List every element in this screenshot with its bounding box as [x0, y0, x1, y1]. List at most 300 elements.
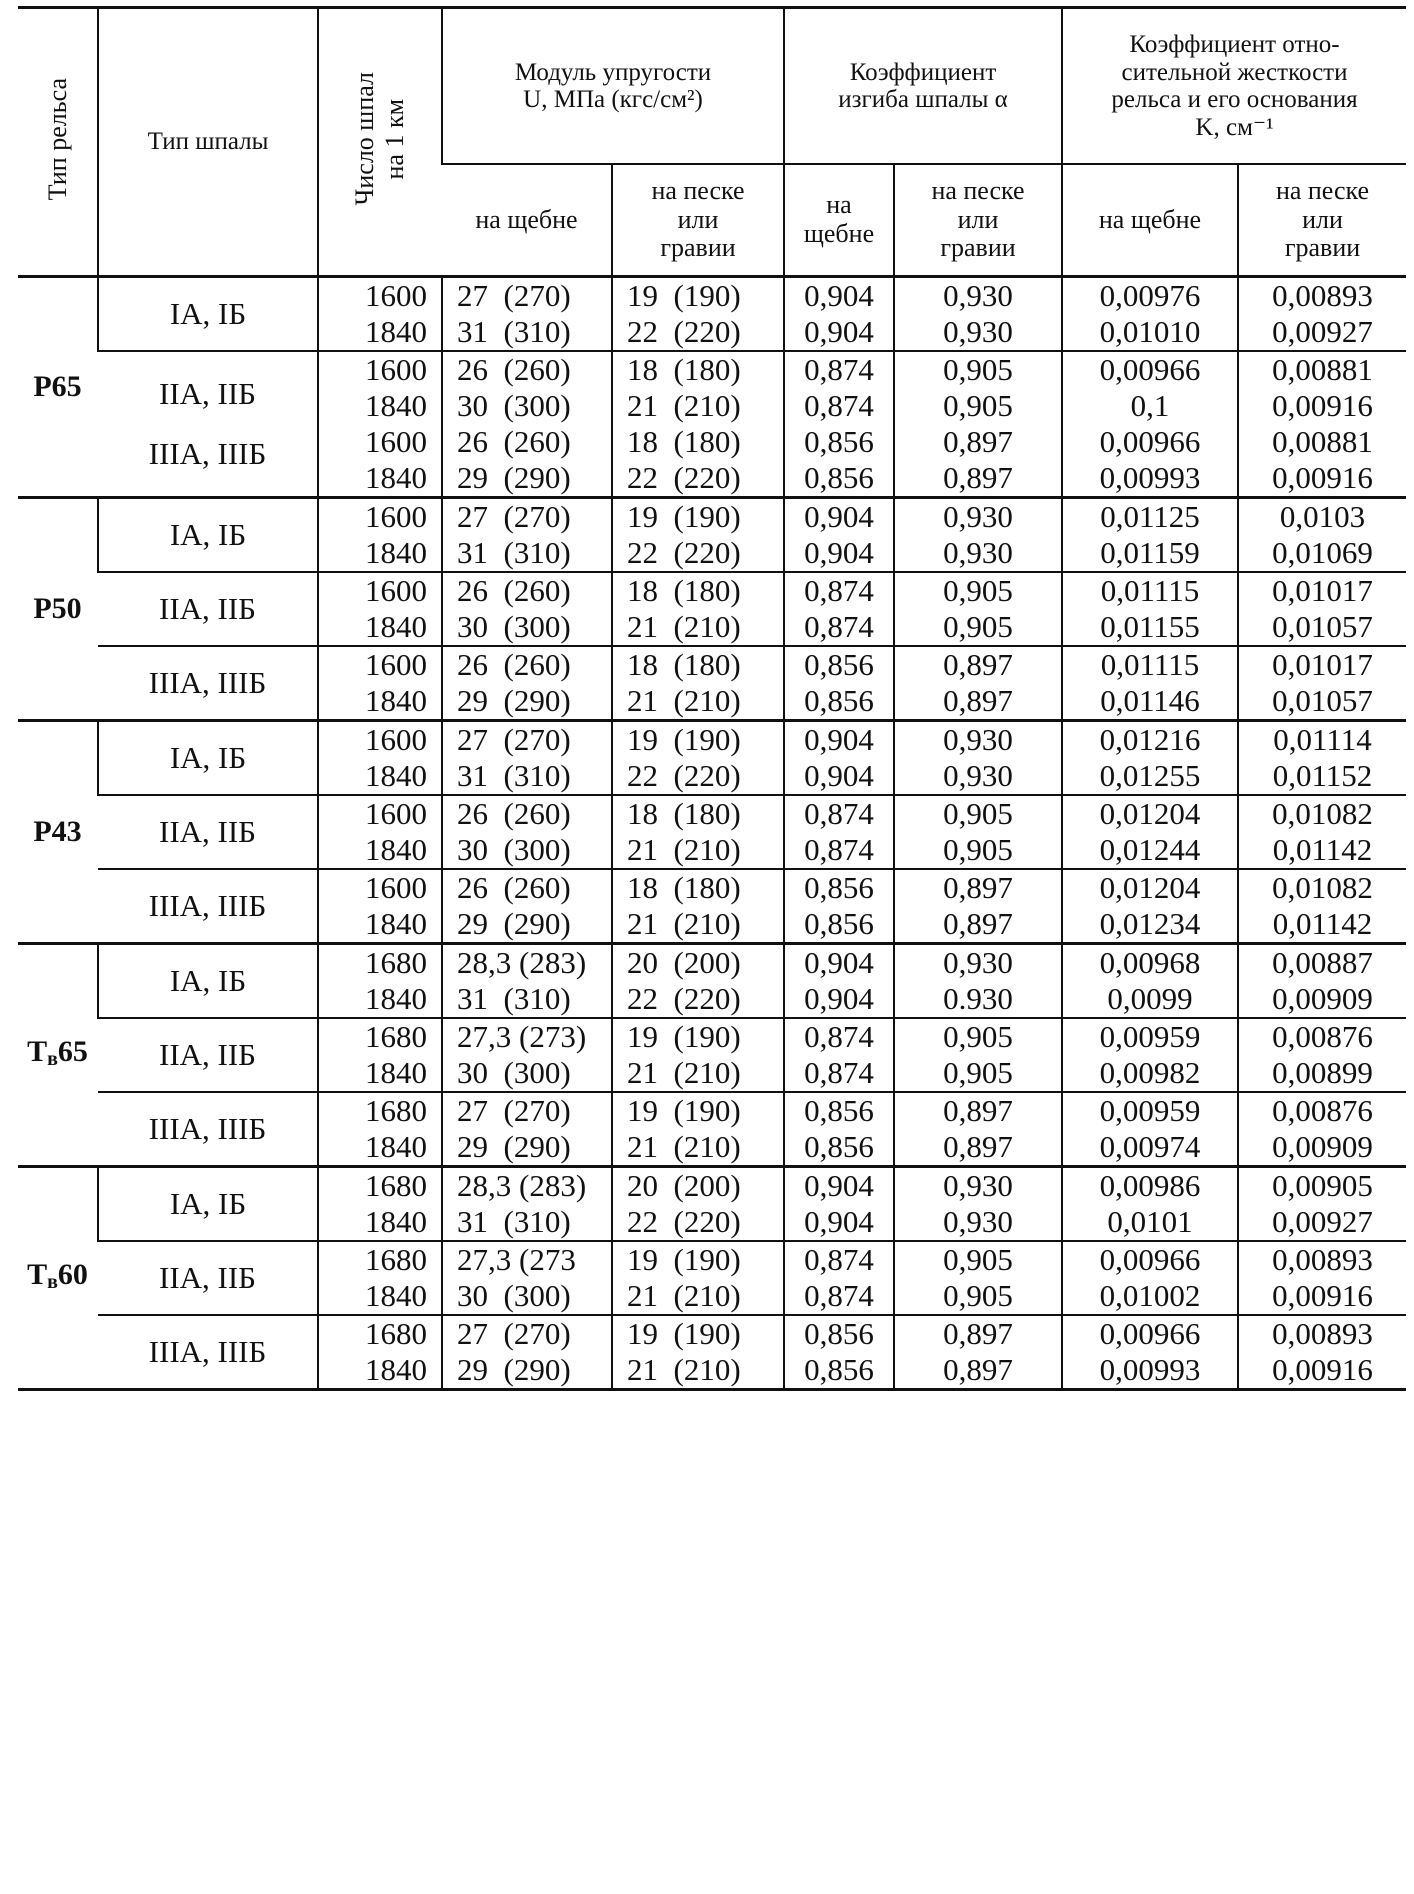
sleeper-type-label: IIIА, IIIБ [148, 888, 267, 923]
stiffness-sand-value: 0,01114 [1273, 722, 1372, 757]
bending-stone-value: 0,904 [804, 535, 874, 570]
sleeper-type-label: IА, IБ [169, 517, 247, 552]
bending-stone-value: 0,874 [804, 388, 874, 423]
bending-stone-value: 0,874 [804, 352, 874, 387]
modulus-stone-value: 31 (310) [457, 314, 571, 349]
modulus-stone-value: 29 (290) [457, 1352, 571, 1387]
sleeper-count-cell [318, 351, 442, 498]
header-stiffness-coefficient: Коэффициент отно- сительной жесткости рельса и его основания K, см⁻¹ [1062, 8, 1406, 165]
modulus-sand-cell [612, 721, 784, 796]
table-row [18, 1315, 1406, 1390]
modulus-stone-cell [442, 1167, 612, 1242]
stiffness-stone-cell [1062, 351, 1238, 498]
sleeper-count-cell [318, 277, 442, 352]
stiffness-stone-value: 0,00966 [1099, 352, 1201, 387]
stiffness-sand-value: 0,00881 [1272, 352, 1373, 387]
stiffness-sand-value: 0,00893 [1272, 278, 1373, 313]
sleeper-type-cell [98, 795, 318, 869]
modulus-stone-value: 27 (270) [457, 1093, 571, 1128]
modulus-stone-value: 31 (310) [457, 981, 571, 1016]
modulus-stone-value: 27 (270) [457, 499, 571, 534]
modulus-sand-cell [612, 1167, 784, 1242]
rail-type-subscript: в [47, 1047, 58, 1070]
modulus-sand-value: 19 (190) [627, 1316, 741, 1351]
bending-sand-cell [894, 1092, 1062, 1167]
modulus-sand-cell [612, 944, 784, 1019]
rail-type-label: Т [27, 1257, 48, 1291]
rail-type-label: Р43 [33, 815, 82, 848]
bending-sand-value: 0,905 [943, 388, 1013, 423]
sleeper-count-cell [318, 646, 442, 721]
stiffness-sand-cell [1238, 646, 1406, 721]
sleeper-type-cell [98, 1092, 318, 1167]
stiffness-stone-cell [1062, 1315, 1238, 1390]
stiffness-sand-value: 0,00899 [1272, 1055, 1373, 1090]
stiffness-stone-cell [1062, 646, 1238, 721]
sleeper-count-cell [318, 1092, 442, 1167]
sleeper-count-value: 1600 [365, 499, 427, 534]
bending-stone-value: 0,856 [804, 424, 874, 459]
sleeper-count-value: 1600 [365, 424, 427, 459]
stiffness-stone-value: 0,00976 [1099, 278, 1201, 313]
stiffness-stone-value: 0,00974 [1099, 1129, 1201, 1164]
stiffness-stone-value: 0,01159 [1100, 535, 1200, 570]
stiffness-sand-value: 0,00927 [1272, 1204, 1373, 1239]
sleeper-count-cell [318, 1241, 442, 1315]
sleeper-count-value: 1840 [365, 460, 427, 495]
header-stiffness-sand: на песке или гравии [1238, 164, 1406, 277]
bending-sand-value: 0,897 [943, 1093, 1013, 1128]
stiffness-stone-value: 0,00982 [1099, 1055, 1201, 1090]
bending-stone-value: 0,856 [804, 870, 874, 905]
bending-stone-value: 0,856 [804, 1129, 874, 1164]
bending-stone-value: 0,856 [804, 683, 874, 718]
sleeper-count-value: 1600 [365, 870, 427, 905]
bending-stone-value: 0,904 [804, 722, 874, 757]
stiffness-sand-value: 0,00916 [1272, 460, 1373, 495]
stiffness-stone-value: 0,01155 [1100, 609, 1200, 644]
stiffness-sand-value: 0,00893 [1272, 1316, 1373, 1351]
stiffness-sand-cell [1238, 277, 1406, 352]
modulus-sand-cell [612, 277, 784, 352]
stiffness-stone-value: 0,01115 [1100, 573, 1200, 608]
bending-stone-value: 0,856 [804, 1352, 874, 1387]
stiffness-stone-value: 0,01125 [1100, 499, 1200, 534]
table-row [18, 646, 1406, 721]
rail-type-label: Т [27, 1034, 48, 1068]
rail-type-suffix: 60 [57, 1257, 88, 1291]
sleeper-count-cell [318, 721, 442, 796]
bending-stone-value: 0,856 [804, 1316, 874, 1351]
modulus-stone-value: 27,3 (273) [457, 1019, 587, 1054]
stiffness-stone-value: 0,00959 [1099, 1019, 1201, 1054]
bending-sand-value: 0,930 [943, 758, 1013, 793]
bending-stone-cell [784, 721, 894, 796]
stiffness-sand-value: 0,00881 [1272, 424, 1373, 459]
bending-sand-cell [894, 351, 1062, 498]
sleeper-count-cell [318, 1167, 442, 1242]
modulus-sand-value: 19 (190) [627, 1019, 741, 1054]
stiffness-stone-value: 0,01204 [1099, 796, 1201, 831]
rail-type-cell [18, 1167, 98, 1390]
bending-stone-cell [784, 869, 894, 944]
modulus-stone-value: 26 (260) [457, 647, 571, 682]
modulus-stone-value: 26 (260) [457, 870, 571, 905]
stiffness-stone-cell [1062, 795, 1238, 869]
stiffness-sand-value: 0,00876 [1272, 1093, 1373, 1128]
modulus-sand-value: 22 (220) [627, 535, 741, 570]
stiffness-sand-value: 0,00916 [1272, 388, 1373, 423]
stiffness-sand-value: 0,00893 [1272, 1242, 1373, 1277]
sleeper-count-value: 1840 [365, 1352, 427, 1387]
sleeper-type-cell [98, 572, 318, 646]
modulus-stone-cell [442, 869, 612, 944]
bending-stone-value: 0,874 [804, 1055, 874, 1090]
modulus-stone-cell [442, 721, 612, 796]
stiffness-sand-value: 0,01017 [1272, 647, 1373, 682]
bending-stone-value: 0,904 [804, 1204, 874, 1239]
modulus-sand-value: 22 (220) [627, 314, 741, 349]
sleeper-count-value: 1680 [365, 945, 427, 980]
bending-stone-cell [784, 1018, 894, 1092]
modulus-stone-value: 31 (310) [457, 535, 571, 570]
modulus-sand-value: 22 (220) [627, 981, 741, 1016]
bending-sand-value: 0,930 [943, 314, 1013, 349]
stiffness-sand-cell [1238, 351, 1406, 498]
bending-stone-value: 0,874 [804, 609, 874, 644]
sleeper-type-cell [98, 1241, 318, 1315]
modulus-sand-value: 19 (190) [627, 499, 741, 534]
header-stiffness-stone: на щебне [1062, 164, 1238, 277]
bending-sand-value: 0,905 [943, 609, 1013, 644]
rail-type-suffix: 65 [57, 1034, 88, 1068]
bending-sand-value: 0,930 [943, 1204, 1013, 1239]
rail-type-label: Р50 [33, 592, 82, 625]
modulus-sand-value: 22 (220) [627, 1204, 741, 1239]
stiffness-stone-cell [1062, 498, 1238, 573]
sleeper-type-cell [98, 944, 318, 1019]
stiffness-sand-cell [1238, 1241, 1406, 1315]
stiffness-sand-value: 0,00905 [1272, 1168, 1373, 1203]
bending-sand-value: 0,897 [943, 1352, 1013, 1387]
rail-type-cell [18, 498, 98, 721]
stiffness-sand-value: 0,00927 [1272, 314, 1373, 349]
stiffness-stone-value: 0,01010 [1099, 314, 1201, 349]
bending-sand-value: 0,905 [943, 1278, 1013, 1313]
stiffness-stone-cell [1062, 572, 1238, 646]
modulus-stone-cell [442, 1315, 612, 1390]
modulus-stone-cell [442, 944, 612, 1019]
stiffness-sand-cell [1238, 1018, 1406, 1092]
modulus-sand-value: 21 (210) [627, 832, 741, 867]
sleeper-type-cell [98, 869, 318, 944]
stiffness-stone-value: 0,00993 [1099, 460, 1201, 495]
table-row [18, 721, 1406, 796]
sleeper-type-cell [98, 1167, 318, 1242]
bending-stone-value: 0,856 [804, 906, 874, 941]
modulus-sand-value: 18 (180) [627, 573, 741, 608]
sleeper-type-cell [98, 646, 318, 721]
modulus-sand-value: 21 (210) [627, 683, 741, 718]
modulus-sand-cell [612, 1092, 784, 1167]
bending-sand-value: 0,897 [943, 647, 1013, 682]
stiffness-stone-value: 0,00966 [1099, 1242, 1201, 1277]
stiffness-stone-value: 0,00993 [1099, 1352, 1201, 1387]
modulus-stone-cell [442, 646, 612, 721]
bending-stone-cell [784, 646, 894, 721]
modulus-sand-value: 21 (210) [627, 388, 741, 423]
modulus-sand-value: 21 (210) [627, 609, 741, 644]
bending-sand-cell [894, 498, 1062, 573]
bending-stone-value: 0,904 [804, 314, 874, 349]
header-modulus-stone: на щебне [442, 164, 612, 277]
modulus-stone-value: 26 (260) [457, 424, 571, 459]
bending-stone-cell [784, 572, 894, 646]
bending-stone-value: 0,874 [804, 1242, 874, 1277]
sleeper-type-label: IIА, IIБ [159, 1260, 256, 1295]
bending-stone-cell [784, 795, 894, 869]
modulus-stone-value: 30 (300) [457, 1278, 571, 1313]
sleeper-count-value: 1840 [365, 388, 427, 423]
sleeper-count-value: 1600 [365, 796, 427, 831]
sleeper-count-cell [318, 1315, 442, 1390]
sleeper-count-value: 1840 [365, 683, 427, 718]
modulus-stone-cell [442, 572, 612, 646]
modulus-stone-value: 27 (270) [457, 278, 571, 313]
modulus-sand-value: 22 (220) [627, 460, 741, 495]
stiffness-stone-cell [1062, 721, 1238, 796]
bending-sand-value: 0,930 [943, 722, 1013, 757]
header-modulus-sand: на песке или гравии [612, 164, 784, 277]
modulus-sand-value: 21 (210) [627, 1352, 741, 1387]
bending-sand-value: 0,897 [943, 683, 1013, 718]
header-sleeper-type: Тип шпалы [98, 8, 318, 277]
sleeper-count-value: 1680 [365, 1168, 427, 1203]
sleeper-type-cell [98, 351, 318, 498]
stiffness-stone-value: 0,0099 [1107, 981, 1193, 1016]
stiffness-sand-value: 0,01082 [1272, 796, 1373, 831]
stiffness-sand-value: 0,00909 [1272, 981, 1373, 1016]
sleeper-count-cell [318, 572, 442, 646]
bending-sand-value: 0,897 [943, 424, 1013, 459]
stiffness-stone-value: 0,00966 [1099, 424, 1201, 459]
bending-sand-cell [894, 1167, 1062, 1242]
modulus-stone-value: 29 (290) [457, 906, 571, 941]
bending-stone-value: 0,874 [804, 796, 874, 831]
bending-sand-value: 0,930 [943, 535, 1013, 570]
modulus-sand-cell [612, 572, 784, 646]
sleeper-count-value: 1840 [365, 1129, 427, 1164]
modulus-stone-value: 28,3 (283) [457, 1168, 587, 1203]
table-row [18, 869, 1406, 944]
rail-type-cell [18, 721, 98, 944]
bending-stone-cell [784, 1167, 894, 1242]
bending-stone-value: 0,904 [804, 945, 874, 980]
stiffness-sand-value: 0,00876 [1272, 1019, 1373, 1054]
stiffness-stone-value: 0,00966 [1099, 1316, 1201, 1351]
stiffness-sand-cell [1238, 1167, 1406, 1242]
table-row [18, 498, 1406, 573]
modulus-sand-cell [612, 795, 784, 869]
stiffness-sand-cell [1238, 1315, 1406, 1390]
stiffness-stone-value: 0,0101 [1107, 1204, 1193, 1239]
modulus-stone-value: 26 (260) [457, 352, 571, 387]
stiffness-stone-value: 0,01204 [1099, 870, 1201, 905]
table-row [18, 795, 1406, 869]
bending-sand-cell [894, 944, 1062, 1019]
modulus-stone-value: 27,3 (273 [457, 1242, 576, 1277]
table-row [18, 944, 1406, 1019]
sleeper-count-value: 1680 [365, 1019, 427, 1054]
sleeper-count-value: 1600 [365, 722, 427, 757]
modulus-sand-value: 21 (210) [627, 906, 741, 941]
sleeper-type-label: IА, IБ [169, 1186, 247, 1221]
sleeper-type-label: IIIА, IIIБ [148, 665, 267, 700]
bending-sand-cell [894, 721, 1062, 796]
sleeper-count-value: 1840 [365, 1204, 427, 1239]
modulus-stone-value: 31 (310) [457, 758, 571, 793]
stiffness-stone-cell [1062, 277, 1238, 352]
modulus-stone-cell [442, 498, 612, 573]
modulus-sand-value: 22 (220) [627, 758, 741, 793]
bending-stone-cell [784, 498, 894, 573]
sleeper-count-value: 1840 [365, 906, 427, 941]
stiffness-sand-cell [1238, 721, 1406, 796]
sleeper-count-value: 1600 [365, 573, 427, 608]
sleeper-type-label: IА, IБ [169, 296, 247, 331]
modulus-sand-value: 19 (190) [627, 1093, 741, 1128]
modulus-sand-cell [612, 351, 784, 498]
sleeper-type-label: IIIА, IIIБ [148, 1334, 267, 1369]
bending-stone-cell [784, 1092, 894, 1167]
sleeper-count-value: 1680 [365, 1242, 427, 1277]
stiffness-stone-value: 0,01002 [1099, 1278, 1201, 1313]
bending-stone-value: 0,874 [804, 573, 874, 608]
sleeper-count-value: 1840 [365, 314, 427, 349]
stiffness-stone-value: 0,01234 [1099, 906, 1201, 941]
stiffness-sand-value: 0,01017 [1272, 573, 1373, 608]
stiffness-sand-value: 0,01082 [1272, 870, 1373, 905]
bending-stone-cell [784, 277, 894, 352]
bending-stone-value: 0,874 [804, 1019, 874, 1054]
table-row [18, 351, 1406, 498]
modulus-sand-value: 21 (210) [627, 1129, 741, 1164]
bending-stone-value: 0,856 [804, 647, 874, 682]
sleeper-type-label: IА, IБ [169, 740, 247, 775]
stiffness-stone-cell [1062, 1018, 1238, 1092]
header-bending-sand: на песке или гравии [894, 164, 1062, 277]
table-row [18, 1092, 1406, 1167]
bending-sand-value: 0,905 [943, 573, 1013, 608]
bending-stone-value: 0,904 [804, 758, 874, 793]
stiffness-stone-cell [1062, 1241, 1238, 1315]
bending-sand-value: 0,930 [943, 499, 1013, 534]
bending-sand-value: 0,897 [943, 1129, 1013, 1164]
sleeper-count-value: 1680 [365, 1316, 427, 1351]
modulus-stone-value: 29 (290) [457, 460, 571, 495]
bending-sand-value: 0.930 [943, 981, 1013, 1016]
modulus-sand-cell [612, 1241, 784, 1315]
sleeper-count-value: 1840 [365, 1278, 427, 1313]
modulus-stone-cell [442, 351, 612, 498]
modulus-sand-cell [612, 1018, 784, 1092]
bending-stone-cell [784, 1315, 894, 1390]
bending-sand-cell [894, 1018, 1062, 1092]
sleeper-type-cell [98, 1315, 318, 1390]
rail-type-cell [18, 944, 98, 1167]
modulus-stone-value: 28,3 (283) [457, 945, 587, 980]
stiffness-stone-value: 0,01146 [1100, 683, 1200, 718]
rail-parameters-table [18, 6, 1406, 1391]
bending-sand-value: 0,905 [943, 832, 1013, 867]
stiffness-sand-value: 0,00916 [1272, 1352, 1373, 1387]
bending-stone-cell [784, 351, 894, 498]
bending-stone-cell [784, 1241, 894, 1315]
modulus-stone-cell [442, 277, 612, 352]
rail-type-label: Р65 [33, 370, 82, 403]
bending-stone-value: 0,904 [804, 499, 874, 534]
sleeper-type-label: IIА, IIБ [159, 814, 256, 849]
stiffness-stone-cell [1062, 1167, 1238, 1242]
stiffness-stone-value: 0,01255 [1099, 758, 1201, 793]
stiffness-stone-cell [1062, 944, 1238, 1019]
stiffness-sand-value: 0,01069 [1272, 535, 1373, 570]
bending-stone-value: 0,856 [804, 1093, 874, 1128]
stiffness-stone-value: 0,1 [1130, 388, 1170, 423]
modulus-sand-value: 18 (180) [627, 870, 741, 905]
modulus-stone-value: 30 (300) [457, 1055, 571, 1090]
stiffness-sand-cell [1238, 795, 1406, 869]
bending-sand-cell [894, 1241, 1062, 1315]
header-sleepers-per-km: Число шпал на 1 км [318, 8, 442, 277]
modulus-sand-value: 18 (180) [627, 424, 741, 459]
modulus-sand-cell [612, 1315, 784, 1390]
bending-sand-cell [894, 646, 1062, 721]
bending-sand-value: 0,930 [943, 945, 1013, 980]
table-row [18, 1241, 1406, 1315]
bending-sand-value: 0,897 [943, 460, 1013, 495]
sleeper-count-value: 1840 [365, 758, 427, 793]
sleeper-type-label: IА, IБ [169, 963, 247, 998]
stiffness-sand-value: 0,01057 [1272, 609, 1373, 644]
sleeper-count-cell [318, 944, 442, 1019]
bending-sand-value: 0,905 [943, 1019, 1013, 1054]
table-row [18, 277, 1406, 352]
stiffness-stone-cell [1062, 1092, 1238, 1167]
modulus-stone-value: 26 (260) [457, 573, 571, 608]
sleeper-type-cell [98, 277, 318, 352]
table-row [18, 1167, 1406, 1242]
rail-type-subscript: в [47, 1270, 58, 1293]
modulus-sand-cell [612, 646, 784, 721]
sleeper-count-value: 1600 [365, 647, 427, 682]
header-rail-type: Тип рельса [18, 8, 98, 277]
bending-sand-cell [894, 869, 1062, 944]
bending-stone-value: 0,904 [804, 981, 874, 1016]
sleeper-type-cell [98, 1018, 318, 1092]
sleeper-count-value: 1600 [365, 352, 427, 387]
sleeper-count-value: 1840 [365, 1055, 427, 1090]
stiffness-sand-cell [1238, 572, 1406, 646]
modulus-stone-value: 30 (300) [457, 609, 571, 644]
sleeper-count-value: 1840 [365, 535, 427, 570]
stiffness-stone-value: 0,00968 [1099, 945, 1201, 980]
stiffness-sand-value: 0,01057 [1272, 683, 1373, 718]
bending-sand-value: 0,905 [943, 1242, 1013, 1277]
bending-sand-cell [894, 277, 1062, 352]
sleeper-type-label: IIА, IIБ IIIА, IIIБ [148, 376, 267, 471]
bending-stone-cell [784, 944, 894, 1019]
